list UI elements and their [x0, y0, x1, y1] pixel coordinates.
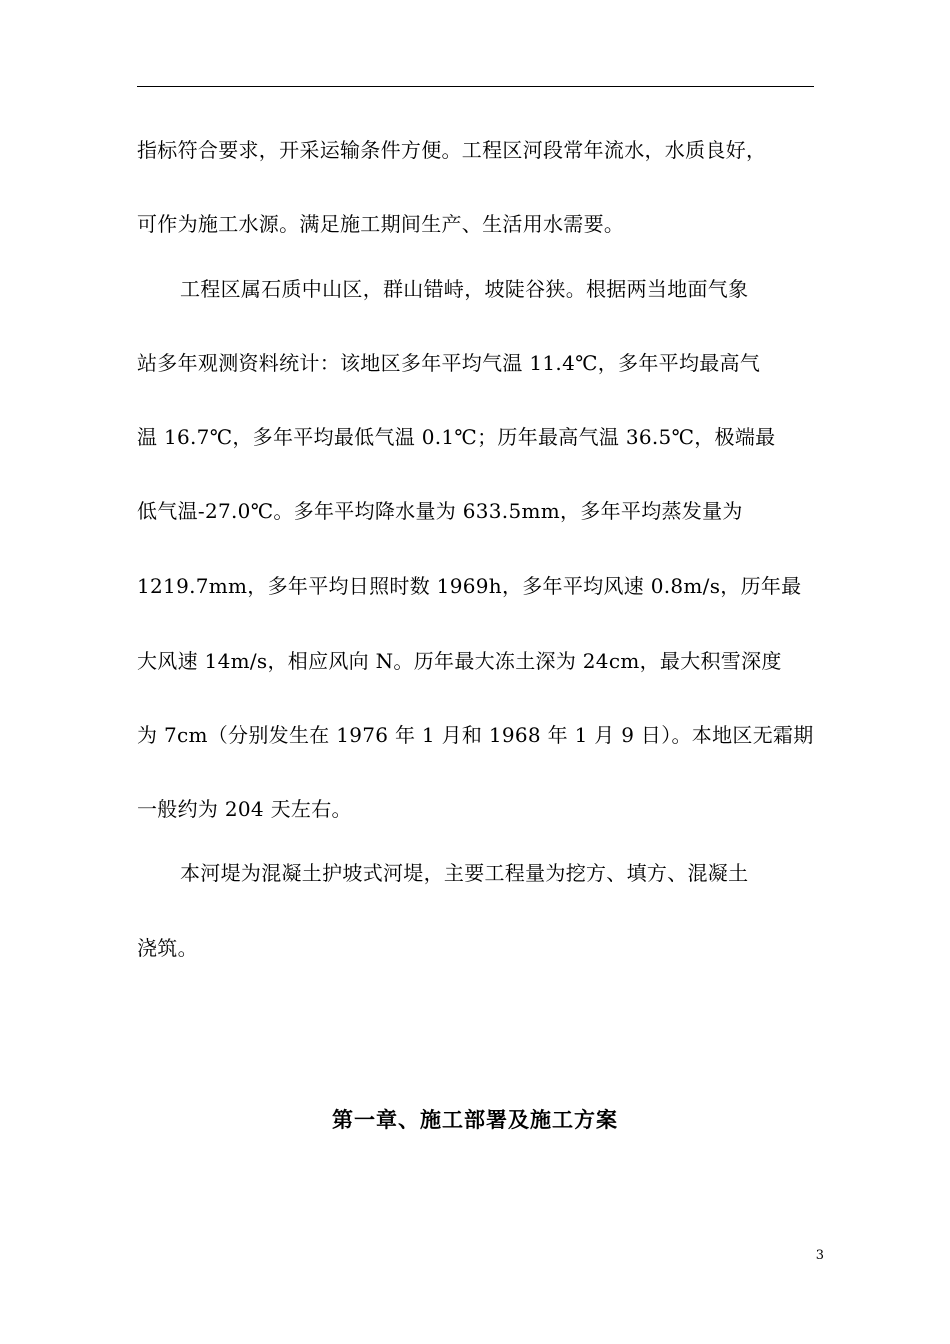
- body-text-line: 一般约为 204 天左右。: [137, 797, 352, 821]
- body-text-line: 低气温-27.0℃。多年平均降水量为 633.5mm，多年平均蒸发量为: [137, 499, 743, 523]
- body-text-line: 1219.7mm，多年平均日照时数 1969h，多年平均风速 0.8m/s，历年最: [137, 574, 802, 598]
- paragraph-start-line: 本河堤为混凝土护坡式河堤，主要工程量为挖方、填方、混凝土: [180, 861, 749, 885]
- body-text-line: 大风速 14m/s，相应风向 N。历年最大冻土深为 24cm，最大积雪深度: [137, 649, 782, 673]
- body-text-line: 温 16.7℃，多年平均最低气温 0.1℃；历年最高气温 36.5℃，极端最: [137, 425, 776, 449]
- body-text-line: 为 7cm（分别发生在 1976 年 1 月和 1968 年 1 月 9 日）。本地区无霜期: [137, 723, 814, 747]
- body-text-line: 可作为施工水源。满足施工期间生产、生活用水需要。: [137, 212, 625, 236]
- chapter-title: 第一章、施工部署及施工方案: [332, 1107, 618, 1132]
- body-text-line: 指标符合要求，开采运输条件方便。工程区河段常年流水，水质良好，: [137, 138, 767, 162]
- body-text-line: 浇筑。: [137, 936, 198, 960]
- header-rule: [137, 86, 814, 87]
- page-number: 3: [815, 1248, 824, 1263]
- body-text-line: 站多年观测资料统计：该地区多年平均气温 11.4℃，多年平均最高气: [137, 351, 761, 375]
- paragraph-start-line: 工程区属石质中山区，群山错峙，坡陡谷狭。根据两当地面气象: [180, 277, 749, 301]
